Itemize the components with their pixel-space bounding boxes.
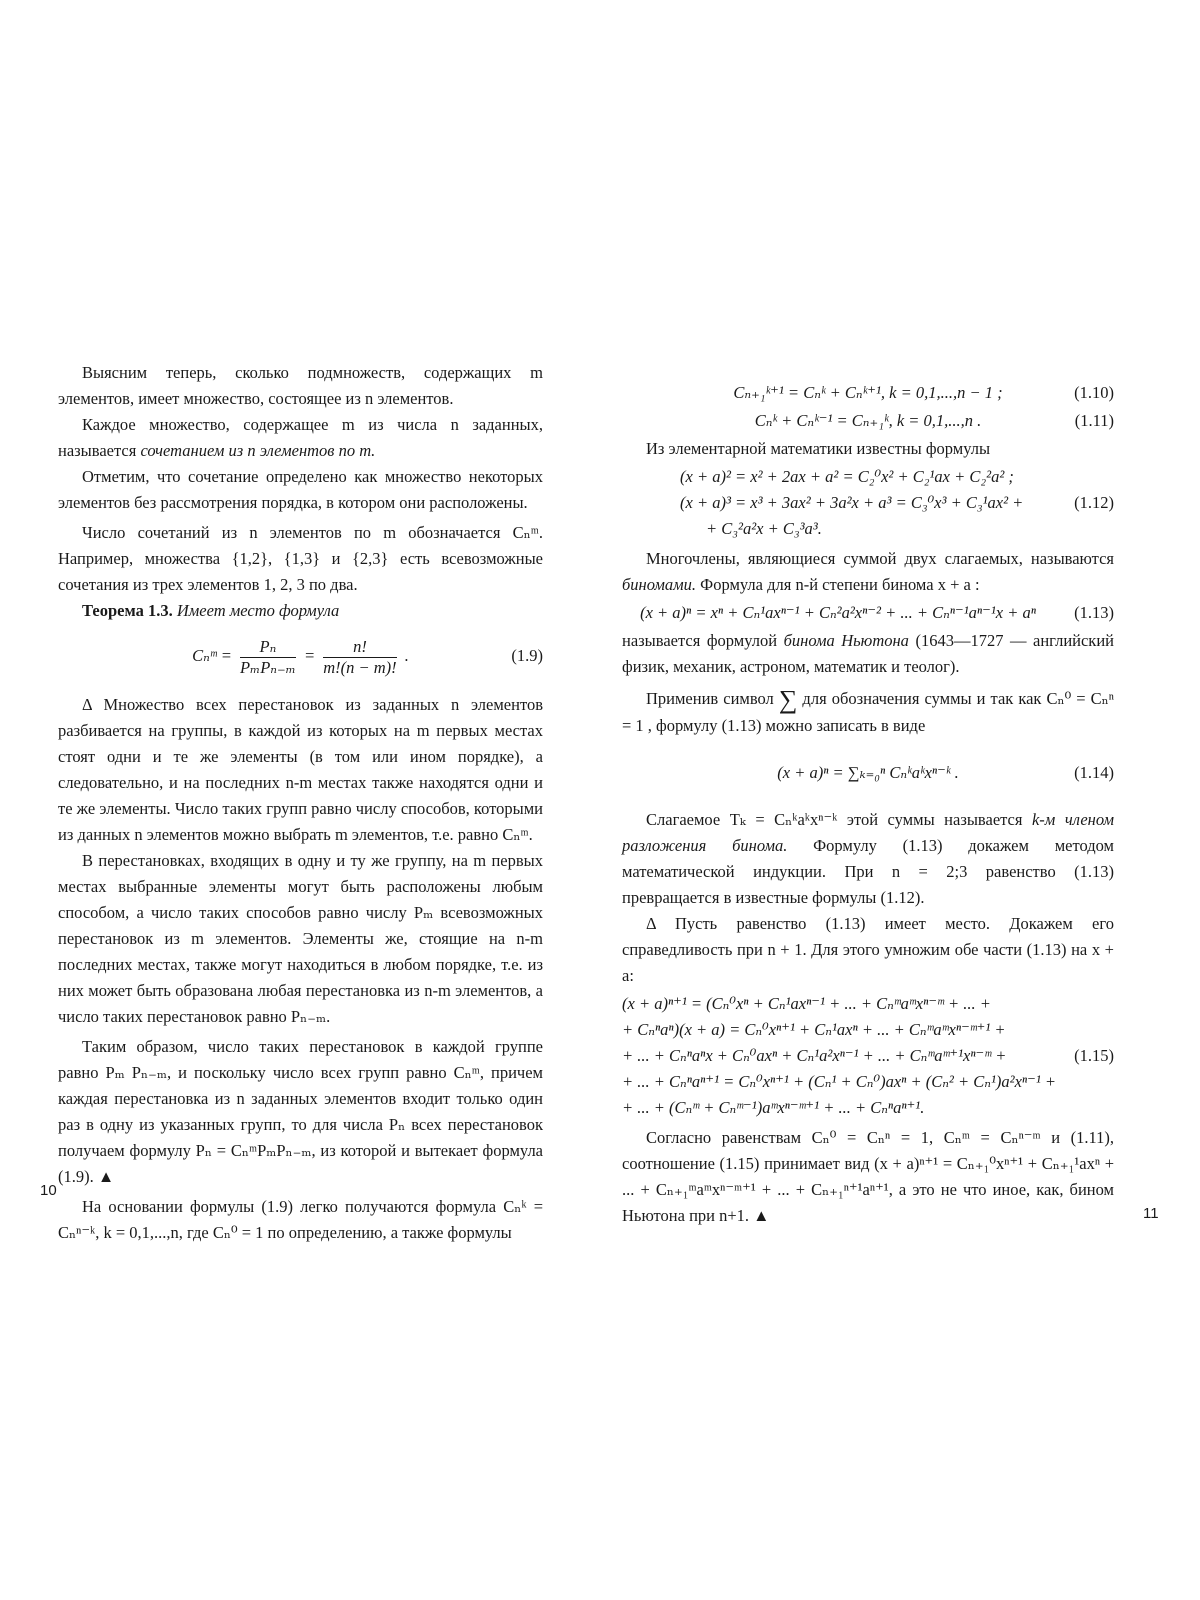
equation-1-15 [622,991,1114,1121]
equation-line: (x + a)³ = x³ + 3ax² + 3a²x + a³ = C₃⁰x³ + C₃¹ax² + [680,493,1024,512]
equation-number: (1.13) [1074,603,1114,622]
paragraph [622,686,1114,739]
equation-line: (x + a)ⁿ⁺¹ = (Cₙ⁰xⁿ + Cₙ¹axⁿ⁻¹ + ... + Cₙᵐaᵐxⁿ⁻ᵐ + ... + [622,994,991,1014]
paragraph [622,546,1114,598]
equation-text: . [404,646,409,665]
term-definition: сочетанием из n элементов по m. [140,441,376,460]
text-span: называется формулой [622,631,784,650]
equation-number: (1.11) [1074,411,1114,430]
paragraph [622,628,1114,680]
equation-1-10 [622,380,1114,406]
text-span: для обозначения суммы и так как Cₙ⁰ = Cₙⁿ = 1 , формулу (1.13) можно записать в виде [622,689,1114,736]
equation-number: (1.14) [1074,763,1114,783]
fraction [323,637,396,678]
equation-line: + ... + (Cₙᵐ + Cₙᵐ⁻¹)aᵐxⁿ⁻ᵐ⁺¹ + ... + Cₙⁿaⁿ⁺¹. [622,1098,925,1118]
equation-1-12 [622,464,1114,542]
equation-1-9 [58,632,543,680]
sigma-symbol: ∑ [778,685,798,715]
text-span: Слагаемое Tₖ = Cₙᵏaᵏxⁿ⁻ᵏ этой суммы называется [646,810,1032,830]
paragraph: Δ Множество всех перестановок из заданных n элементов разбивается на группы, в каждой из которых на m первых местах стоят одни и те же элементы (в том или ином порядке), а следовательно, и на последних n-m местах также находятся одни и те же элементы. Число таких групп равно числу способов, которыми из данных n элементов можно выбрать m элементов, т.е. равно Cₙᵐ. [58,695,543,844]
equation-line: + ... + Cₙⁿaⁿ⁺¹ = Cₙ⁰xⁿ⁺¹ + (Cₙ¹ + Cₙ⁰)axⁿ + (Cₙ² + Cₙ¹)a²xⁿ⁻¹ + [622,1072,1057,1092]
paragraph [58,412,543,464]
left-page-body [58,360,543,1246]
equation-text: Cₙ₊₁ᵏ⁺¹ = Cₙᵏ + Cₙᵏ⁺¹, k = 0,1,...,n − 1 ; [733,383,1003,402]
equation-1-14 [622,755,1114,791]
paragraph [622,807,1114,911]
text-span: Применив символ [646,689,779,708]
paragraph: Из элементарной математики известны формулы [646,439,991,458]
page-number: 10 [40,1182,57,1199]
equation-text: = [303,646,316,665]
page-number: 11 [1143,1205,1159,1222]
term-definition: биномами. [622,575,697,594]
text-span: (1643—1727 — английский физик, механик, астроном, математик и теолог). [622,631,1114,676]
text-span: Формулу (1.13) докажем методом математической индукции. При n = 2;3 равенство (1.13) превращается в известные формулы (1.12). [622,836,1114,908]
equation-text: (x + a)ⁿ = xⁿ + Cₙ¹axⁿ⁻¹ + Cₙ²a²xⁿ⁻² + ... + Cₙⁿ⁻¹aⁿ⁻¹x + aⁿ [640,603,1036,622]
equation-text: (x + a)ⁿ = ∑ₖ₌₀ⁿ Cₙᵏaᵏxⁿ⁻ᵏ . [777,763,959,783]
fraction-numerator: n! [323,637,396,658]
term-definition: k-м членом разложения бинома. [622,810,1114,856]
theorem-text: Имеет место формула [172,601,340,620]
equation-line: + ... + Cₙⁿaⁿx + Cₙ⁰axⁿ + Cₙ¹a²xⁿ⁻¹ + ... + Cₙᵐaᵐ⁺¹xⁿ⁻ᵐ + [622,1046,1007,1066]
equation-number: (1.12) [1074,493,1114,512]
equation-1-13 [622,600,1114,626]
paragraph: Число сочетаний из n элементов по m обозначается Cₙᵐ. Например, множества {1,2}, {1,3} и {2,3} есть всевозможные сочетания из трех элементов 1, 2, 3 по два. [58,523,543,594]
equation-1-11 [622,408,1114,434]
paragraph: Отметим, что сочетание определено как множество некоторых элементов без рассмотрения порядка, в котором они расположены. [58,467,543,512]
equation-line: + Cₙⁿaⁿ)(x + a) = Cₙ⁰xⁿ⁺¹ + Cₙ¹axⁿ + ... + Cₙᵐaᵐxⁿ⁻ᵐ⁺¹ + [622,1020,1006,1040]
paragraph: Согласно равенствам Cₙ⁰ = Cₙⁿ = 1, Cₙᵐ = Cₙⁿ⁻ᵐ и (1.11), соотношение (1.15) принимает вид (x + a)ⁿ⁺¹ = Cₙ₊₁⁰xⁿ⁺¹ + Cₙ₊₁¹axⁿ + ... + Cₙ₊₁ᵐaᵐxⁿ⁻ᵐ⁺¹ + ... + Cₙ₊₁ⁿ⁺¹aⁿ⁺¹, а это не что иное, как, бином Ньютона при n+1. ▲ [622,1128,1114,1226]
equation-number: (1.15) [1074,1046,1114,1066]
equation-line: (x + a)² = x² + 2ax + a² = C₂⁰x² + C₂¹ax + C₂²a² ; [680,467,1014,486]
text-span: Каждое множество, содержащее m из числа n заданных, называется [58,415,543,460]
right-page-body [622,378,1114,1229]
fraction-numerator: Pₙ [240,637,296,658]
fraction [240,637,296,678]
fraction-denominator: m!(n − m)! [323,657,397,677]
theorem-label: Теорема 1.3. [82,601,173,620]
equation-text: Cₙᵐ = [192,646,232,665]
equation-number: (1.10) [1074,383,1114,402]
fraction-denominator: PₘPₙ₋ₘ [240,657,296,677]
text-span: Формула для n-й степени бинома x + a : [696,575,980,594]
paragraph: В перестановках, входящих в одну и ту же группу, на m первых местах выбранные элементы могут быть расположены любым способом, а число таких способов равно числу Pₘ всевозможных перестановок из m элементов. Элементы же, стоящие на n-m последних местах, также могут находиться в любом порядке, т.е. из них может быть образована любая перестановка из n-m элементов, а число таких перестановок равно Pₙ₋ₘ. [58,851,543,1026]
paragraph: Выясним теперь, сколько подмножеств, содержащих m элементов, имеет множество, состоящее из n элементов. [58,363,543,408]
equation-number: (1.9) [511,646,543,665]
text-span: Многочлены, являющиеся суммой двух слагаемых, называются [646,549,1114,568]
equation-text: Cₙᵏ + Cₙᵏ⁻¹ = Cₙ₊₁ᵏ, k = 0,1,...,n . [754,411,982,430]
paragraph: Δ Пусть равенство (1.13) имеет место. Докажем его справедливость при n + 1. Для этого умножим обе части (1.13) на x + a: [622,914,1114,986]
equation-line: + C₃²a²x + C₃³a³. [706,519,822,538]
term-definition: бинома Ньютона [783,631,909,650]
theorem-heading [58,598,543,624]
paragraph: На основании формулы (1.9) легко получаются формула Cₙᵏ = Cₙⁿ⁻ᵏ, k = 0,1,...,n, где Cₙ⁰ = 1 по определению, а также формулы [58,1197,543,1242]
paragraph: Таким образом, число таких перестановок в каждой группе равно Pₘ Pₙ₋ₘ, и поскольку число всех групп равно Cₙᵐ, причем каждая перестановка из n заданных элементов входит только один раз в одну из указанных групп, то для числа Pₙ всех перестановок получаем формулу Pₙ = CₙᵐPₘPₙ₋ₘ, из которой и вытекает формула (1.9). ▲ [58,1037,543,1186]
